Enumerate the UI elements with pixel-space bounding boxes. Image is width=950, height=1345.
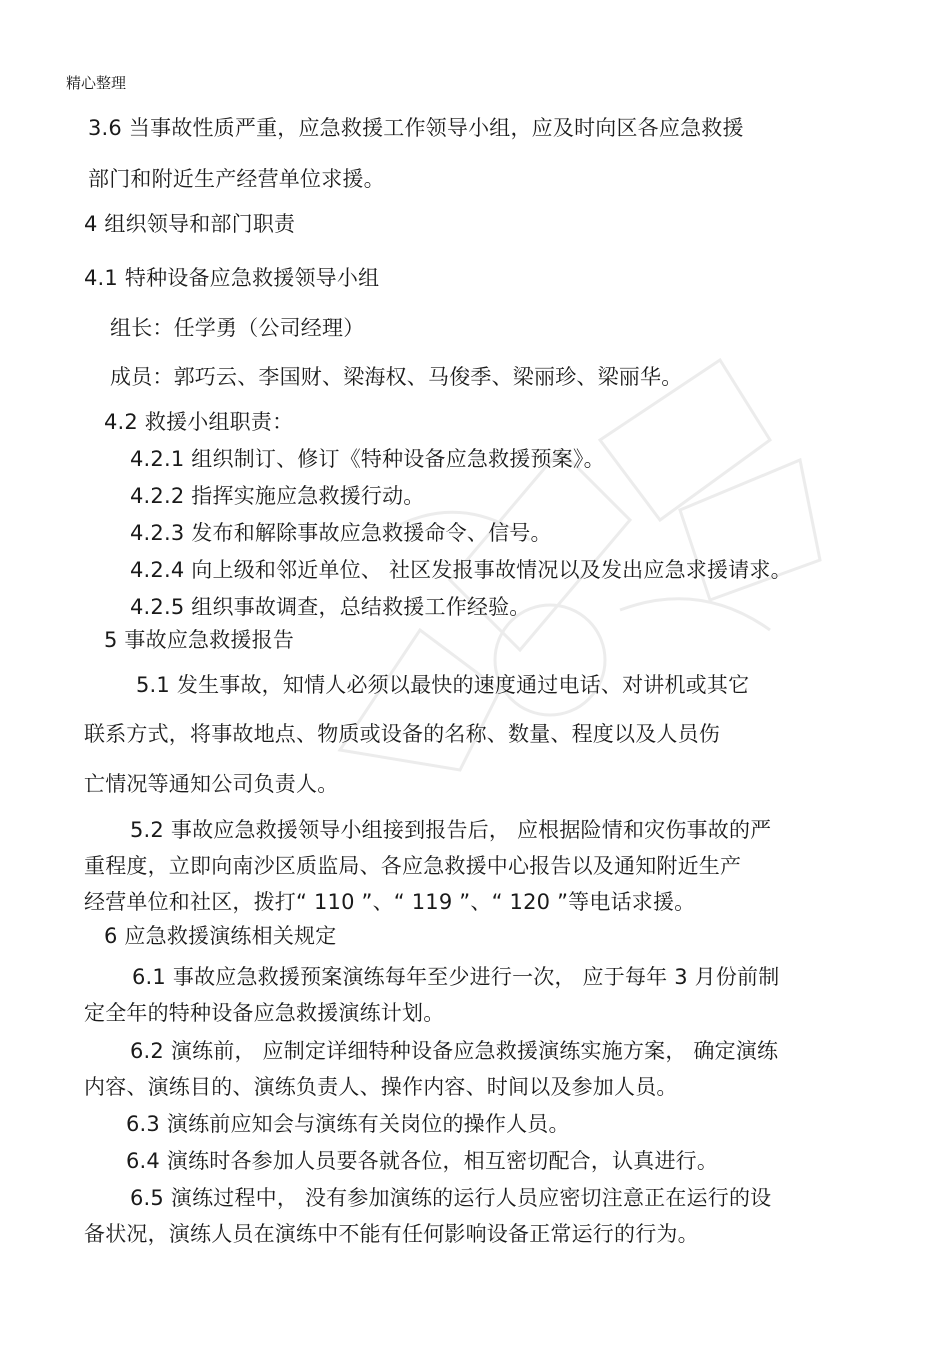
text-line: 定全年的特种设备应急救援演练计划。: [84, 1001, 445, 1025]
page-header: 精心整理: [66, 74, 127, 92]
text-line: 3.6 当事故性质严重，应急救援工作领导小组，应及时向区各应急救援: [88, 116, 744, 140]
subsection-heading: 4.1 特种设备应急救援领导小组: [84, 266, 380, 290]
text-line: 6.4 演练时各参加人员要各就各位，相互密切配合，认真进行。: [126, 1149, 719, 1173]
text-line: 6.5 演练过程中， 没有参加演练的运行人员应密切注意正在运行的设: [130, 1186, 772, 1210]
section-heading: 5 事故应急救援报告: [104, 628, 295, 652]
list-item: 4.2.1 组织制订、修订《特种设备应急救援预案》。: [130, 447, 605, 471]
text-line: 部门和附近生产经营单位求援。: [88, 167, 385, 191]
text-line: 联系方式，将事故地点、物质或设备的名称、数量、程度以及人员伤: [84, 722, 720, 746]
list-item: 4.2.2 指挥实施应急救援行动。: [130, 484, 425, 508]
text-line: 亡情况等通知公司负责人。: [84, 772, 339, 796]
text-line: 5.2 事故应急救援领导小组接到报告后， 应根据险情和灾伤事故的严: [130, 818, 772, 842]
section-heading: 4 组织领导和部门职责: [84, 212, 296, 236]
text-line: 5.1 发生事故，知情人必须以最快的速度通过电话、对讲机或其它: [136, 673, 750, 697]
list-item: 4.2.5 组织事故调查，总结救援工作经验。: [130, 595, 531, 619]
text-line: 6.3 演练前应知会与演练有关岗位的操作人员。: [126, 1112, 570, 1136]
text-line: 经营单位和社区，拨打“ 110 ”、“ 119 ”、“ 120 ”等电话求援。: [84, 890, 696, 914]
text-line: 重程度，立即向南沙区质监局、各应急救援中心报告以及通知附近生产: [84, 854, 742, 878]
section-heading: 6 应急救援演练相关规定: [104, 924, 337, 948]
text-line: 备状况，演练人员在演练中不能有任何影响设备正常运行的行为。: [84, 1222, 699, 1246]
text-line: 内容、演练目的、演练负责人、操作内容、时间以及参加人员。: [84, 1075, 678, 1099]
list-item: 4.2.4 向上级和邻近单位、 社区发报事故情况以及发出应急求援请求。: [130, 558, 792, 582]
list-item: 4.2.3 发布和解除事故应急救援命令、信号。: [130, 521, 552, 545]
text-line: 6.2 演练前， 应制定详细特种设备应急救援演练实施方案， 确定演练: [130, 1039, 779, 1063]
text-line: 组长：任学勇（公司经理）: [110, 316, 365, 340]
text-line: 成员：郭巧云、李国财、梁海权、马俊季、梁丽珍、梁丽华。: [110, 365, 683, 389]
subsection-heading: 4.2 救援小组职责：: [104, 410, 294, 434]
text-line: 6.1 事故应急救援预案演练每年至少进行一次， 应于每年 3 月份前制: [132, 965, 780, 989]
